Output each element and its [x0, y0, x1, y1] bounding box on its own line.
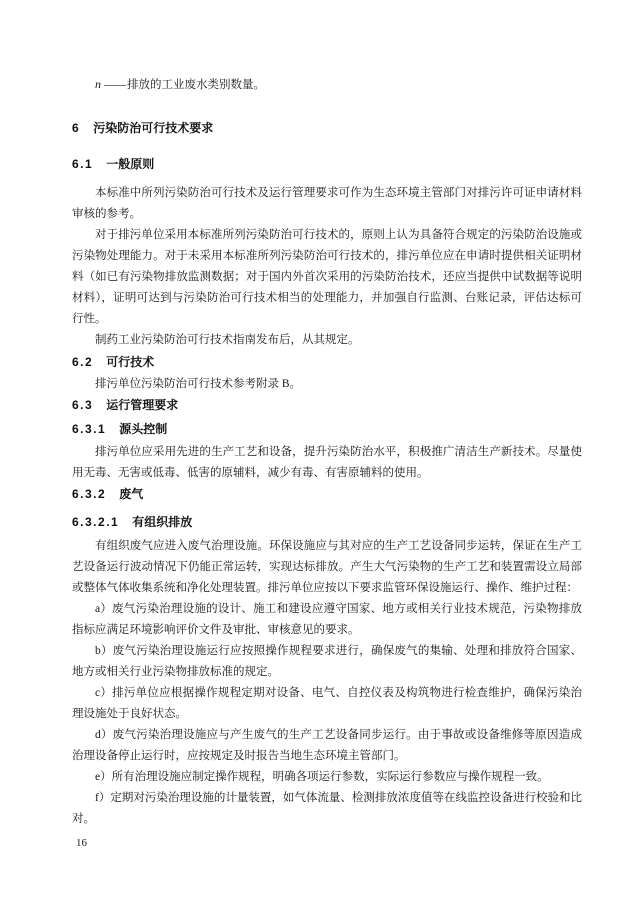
section-heading-6-3-1	[72, 419, 582, 440]
list-item-a: a）废气污染治理设施的设计、施工和建设应遵守国家、地方或相关行业技术规范，污染物排放指标应满足环境影响评价文件及审批、审核意见的要求。	[72, 603, 582, 636]
paragraph-general-principle-3: 制药工业污染防治可行技术指南发布后，从其规定。	[95, 334, 360, 346]
heading-title: 可行技术	[106, 355, 155, 369]
heading-title: 源头控制	[119, 422, 168, 436]
variable-symbol: n	[95, 77, 101, 91]
section-heading-6-3-2-1	[72, 512, 582, 533]
list-item-e: e）所有治理设施应制定操作规程，明确各项运行参数，实际运行参数应与操作规程一致。	[95, 771, 549, 783]
heading-number: 6	[72, 121, 81, 135]
heading-number: 6.3.1	[72, 422, 107, 436]
paragraph-organized-emission: 有组织废气应进入废气治理设施。环保设施应与其对应的生产工艺设备同步运转，保证在生产工艺设备运行波动情况下仍能正常运转，实现达标排放。产生大气污染物的生产工艺和装置需设立局部或整体气体收集系统和净化处理装置。排污单位应按以下要求监管环保设施运行、操作、维护过程：	[72, 540, 582, 594]
heading-title: 有组织排放	[132, 515, 193, 529]
page-content	[72, 74, 582, 830]
heading-number: 6.3	[72, 398, 94, 412]
heading-title: 运行管理要求	[106, 398, 179, 412]
section-heading-6-1	[72, 154, 582, 175]
paragraph-general-principle-1: 本标准中所列污染防治可行技术及运行管理要求可作为生态环境主管部门对排污许可证申请材料审核的参考。	[72, 187, 582, 220]
section-heading-6-3	[72, 395, 582, 416]
variable-description: 排放的工业废水类别数量。	[127, 79, 265, 91]
paragraph-general-principle-2: 对于排污单位采用本标准所列污染防治可行技术的，原则上认为具备符合规定的污染防治设施或污染物处理能力。对于未采用本标准所列污染防治可行技术的，排污单位应在申请时提供相关证明材料（如已有污染物排放监测数据；对于国内外首次采用的污染防治技术，还应当提供中试数据等说明材料），证明可达到与污染防治可行技术相当的处理能力，并加强自行监测、台账记录，评估达标可行性。	[72, 229, 582, 325]
variable-definition	[72, 74, 582, 96]
heading-title: 污染防治可行技术要求	[93, 121, 214, 135]
heading-number: 6.1	[72, 157, 94, 171]
heading-number: 6.3.2	[72, 487, 107, 501]
paragraph-feasible-tech: 排污单位污染防治可行技术参考附录 B。	[95, 378, 302, 390]
list-item-c: c）排污单位应根据操作规程定期对设备、电气、自控仪表及构筑物进行检查维护，确保污染治理设施处于良好状态。	[72, 687, 582, 720]
section-heading-6-3-2	[72, 484, 582, 505]
list-item-b: b）废气污染治理设施运行应按照操作规程要求进行，确保废气的集输、处理和排放符合国家、地方或相关行业污染物排放标准的规定。	[72, 645, 582, 678]
section-heading-6	[72, 118, 582, 139]
paragraph-source-control: 排污单位应采用先进的生产工艺和设备，提升污染防治水平，积极推广清洁生产新技术。尽量使用无毒、无害或低毒、低害的原辅料，减少有毒、有害原辅料的使用。	[72, 446, 582, 479]
section-heading-6-2	[72, 352, 582, 373]
heading-title: 一般原则	[106, 157, 155, 171]
heading-number: 6.3.2.1	[72, 515, 120, 529]
heading-title: 废气	[119, 487, 144, 501]
page-number: 16	[76, 837, 87, 849]
list-item-d: d）废气污染治理设施应与产生废气的生产工艺设备同步运行。由于事故或设备维修等原因造成治理设备停止运行时，应按规定及时报告当地生态环境主管部门。	[72, 729, 582, 762]
variable-dash: ——	[104, 79, 125, 91]
list-item-f: f）定期对污染治理设施的计量装置，如气体流量、检测排放浓度值等在线监控设备进行校验和比对。	[72, 792, 582, 825]
heading-number: 6.2	[72, 355, 94, 369]
